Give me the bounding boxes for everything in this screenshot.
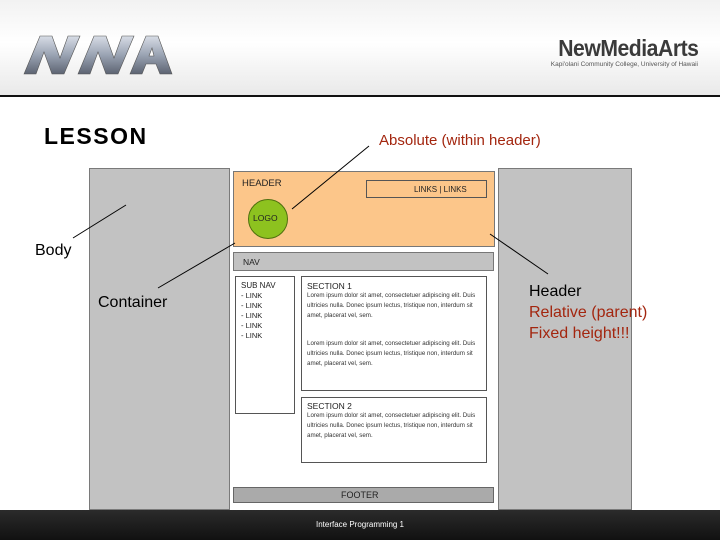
nav-label: NAV [243, 257, 260, 267]
subnav-link: - LINK [241, 301, 263, 310]
leader-line-absolute [292, 146, 369, 209]
annotation-header-line3: Fixed height!!! [529, 325, 630, 342]
leader-line-body [73, 205, 126, 238]
annotation-header-line2: Relative (parent) [529, 304, 648, 321]
annotation-absolute: Absolute (within header) [379, 132, 541, 149]
section2-paragraph: Lorem ipsum dolor sit amet, consectetuer adipiscing elit. Duis ultricies nulla. Donec ipsum lectus, tristique non, interdum sit amet, placerat vel, sem. [307, 412, 476, 439]
annotation-body: Body [35, 242, 72, 259]
section2-title: SECTION 2 [307, 401, 352, 411]
page-title: LESSON [44, 123, 148, 149]
header-label: HEADER [242, 178, 282, 189]
links-label: LINKS | LINKS [414, 185, 467, 194]
subnav-link: - LINK [241, 311, 263, 320]
section1-title: SECTION 1 [307, 281, 352, 291]
subnav-title: SUB NAV [241, 281, 276, 290]
logo-label: LOGO [253, 213, 278, 223]
section1-paragraph: Lorem ipsum dolor sit amet, consectetuer adipiscing elit. Duis ultricies nulla. Donec ipsum lectus, tristique non, interdum sit amet, placerat vel, sem. [307, 340, 476, 367]
section1-paragraph: Lorem ipsum dolor sit amet, consectetuer adipiscing elit. Duis ultricies nulla. Donec ipsum lectus, tristique non, interdum sit amet, placerat vel, sem. [307, 292, 476, 319]
brand-subtitle: Kapi'olani Community College, University of Hawaii [550, 61, 698, 68]
footer-label: FOOTER [341, 490, 379, 500]
brand-name: NewMediaArts [557, 35, 698, 61]
annotation-header-line1: Header [529, 283, 582, 300]
subnav-link: - LINK [241, 291, 263, 300]
subnav-link: - LINK [241, 321, 263, 330]
leader-line-container [158, 243, 235, 288]
course-label: Interface Programming 1 [315, 520, 405, 529]
subnav-link: - LINK [241, 331, 263, 340]
leader-line-header [490, 234, 548, 274]
annotation-container: Container [98, 294, 168, 311]
